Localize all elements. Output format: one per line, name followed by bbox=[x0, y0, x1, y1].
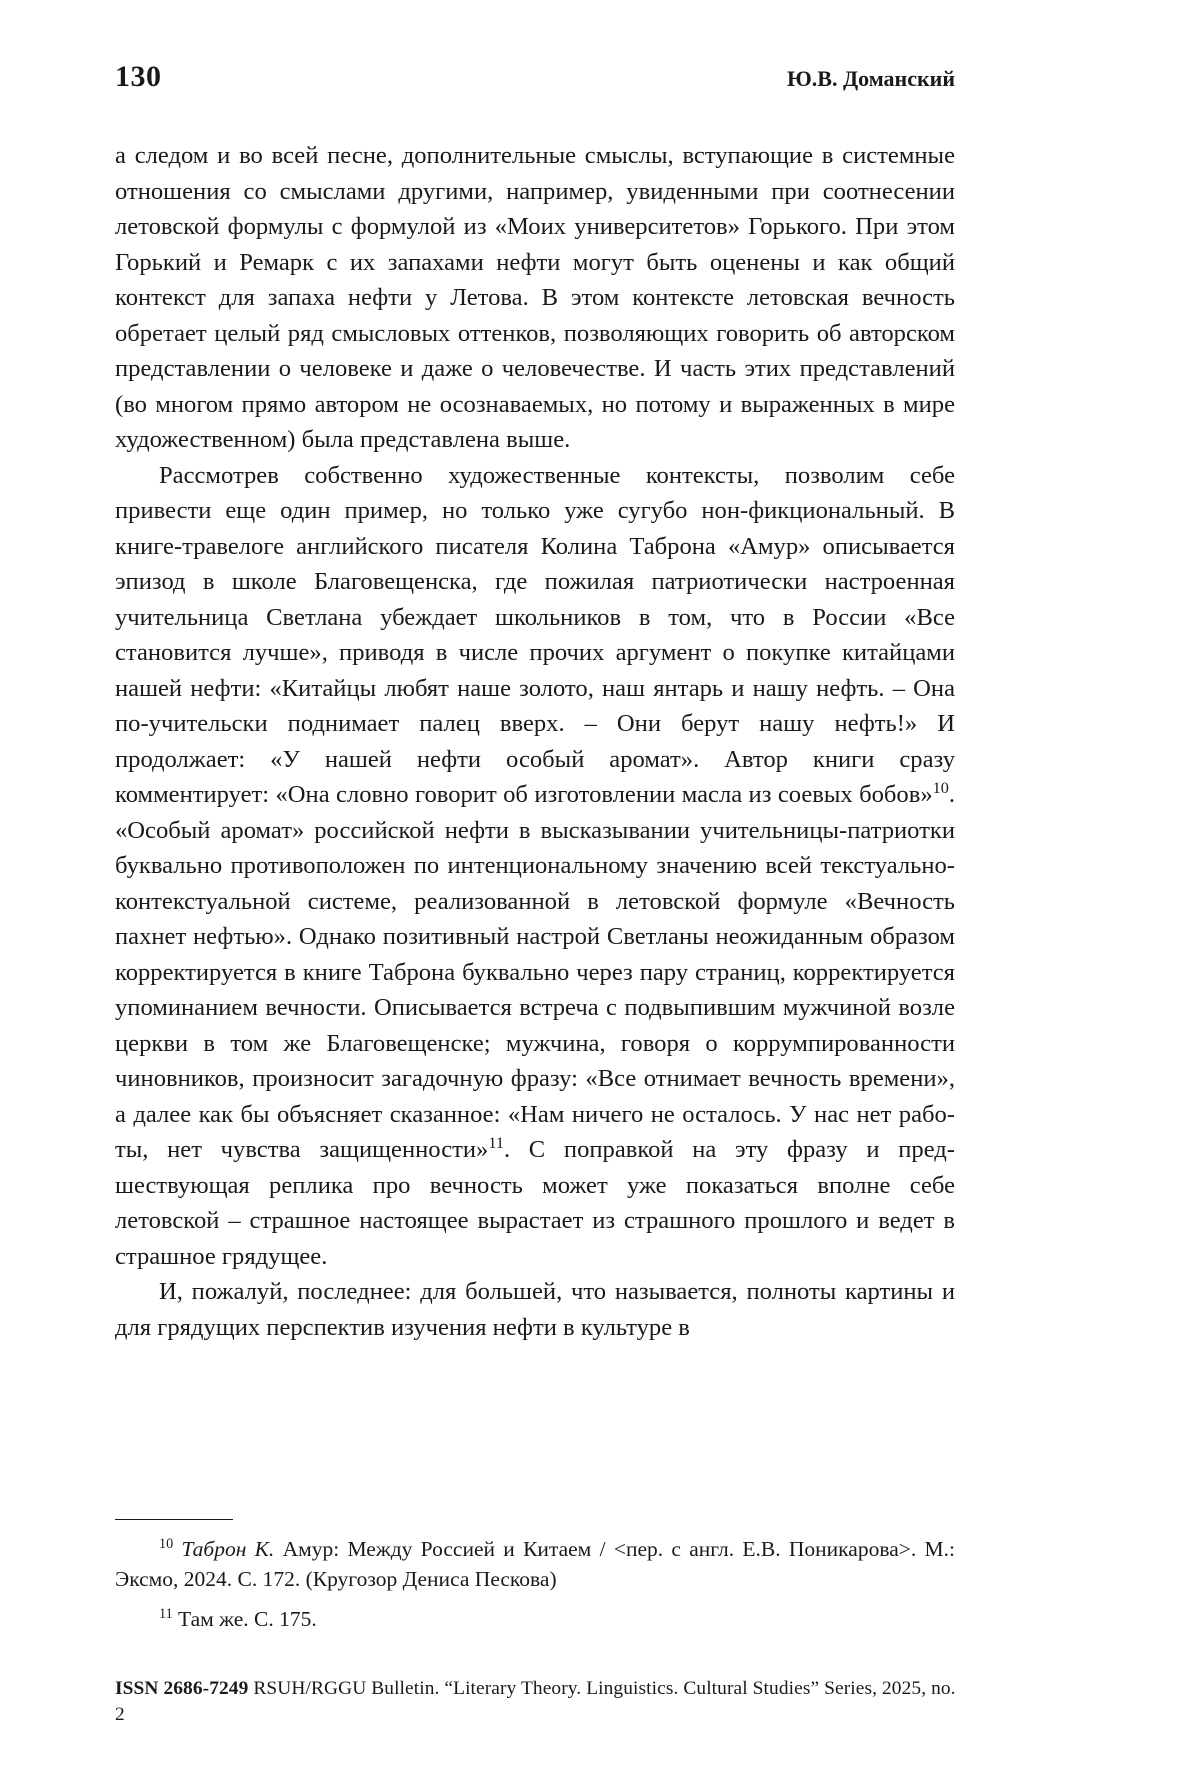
page-number: 130 bbox=[115, 60, 162, 93]
paragraph-2 bbox=[115, 458, 955, 1275]
paragraph-2-part-2: . «Особый аромат» российской нефти в высказывании учительницы-патриотки буквально противоположен по интенциональному значению всей текстуально-контекстуальной системе, реализованной в летовской формуле «Вечность пахнет нефтью». Однако позитивный настрой Светланы неожиданным образом корректируется в книге Таброна буквально через пару страниц, корректируется упоминанием вечности. Описывается встреча с подвыпившим мужчиной возле церкви в том же Благовещенске; мужчина, говоря о коррумпированности чиновников, произносит загадочную фразу: «Все отнимает вечность времени», а далее как бы объясняет сказанное: «Нам ничего не осталось. У нас нет работы, нет чувства защищенности» bbox=[115, 781, 955, 1163]
footnote-10 bbox=[115, 1534, 955, 1594]
footnote-10-text: Амур: Между Россией и Китаем / <пер. с англ. Е.В. Поникарова>. М.: Эксмо, 2024. С. 172. (Кругозор Дениса Пескова) bbox=[115, 1537, 955, 1591]
footnote-11-text: Там же. С. 175. bbox=[178, 1607, 317, 1631]
paragraph-1: а следом и во всей песне, дополнительные смыслы, вступающие в системные отношения со смыслами другими, например, увиденными при соотнесении летовской формулы с формулой из «Моих университетов» Горького. При этом Горький и Ремарк с их запахами нефти могут быть оценены и как общий контекст для запаха нефти у Летова. В этом контексте летовская вечность обретает целый ряд смысловых оттенков, позволяющих говорить об авторском представлении о человеке и даже о человечестве. И часть этих представлений (во многом прямо автором не осознаваемых, но потому и выраженных в мире художественном) была представлена выше. bbox=[115, 142, 955, 453]
issn-label: ISSN 2686-7249 bbox=[115, 1678, 249, 1699]
footnote-11-marker: 11 bbox=[159, 1605, 173, 1622]
page-content bbox=[115, 60, 955, 1345]
journal-title-line: RSUH/RGGU Bulletin. “Literary Theory. Linguistics. Cultural Studies” Series, 2025, no. 2 bbox=[115, 1678, 956, 1725]
body-text bbox=[115, 138, 955, 1345]
footnote-11 bbox=[115, 1604, 955, 1634]
page-footer bbox=[115, 1676, 960, 1728]
running-head bbox=[115, 60, 955, 94]
footnote-ref-11[interactable]: 11 bbox=[488, 1133, 504, 1152]
footnote-10-marker: 10 bbox=[159, 1535, 174, 1552]
footnote-10-source-author: Таброн К. bbox=[181, 1537, 275, 1561]
footnote-separator-rule bbox=[115, 1519, 233, 1520]
footnotes-block bbox=[115, 1519, 955, 1644]
paragraph-2-part-1: Рассмотрев собственно художественные контексты, позволим себе привести еще один пример, но только уже сугубо нон-фикциональный. В книге-травелоге английского писателя Колина Таброна «Амур» описывается эпизод в школе Благовещенска, где пожилая патриотически настроенная учительница Светлана убеждает школьников в том, что в России «Все становится лучше», приводя в числе прочих аргумент о покупке китайцами нашей нефти: «Китайцы любят наше золото, наш янтарь и нашу нефть. – Она по-учительски поднимает палец вверх. – Они берут нашу нефть!» И продолжает: «У нашей нефти особый аромат». Автор книги сразу комментирует: «Она словно говорит об изготовлении масла из соевых бобов» bbox=[115, 461, 955, 808]
footnote-ref-10[interactable]: 10 bbox=[932, 778, 949, 797]
paragraph-3: И, пожалуй, последнее: для большей, что называется, полноты картины и для грядущих перспектив изучения нефти в культуре в bbox=[115, 1278, 955, 1341]
running-head-author: Ю.В. Доманский bbox=[787, 66, 955, 91]
paragraph-2-part-3: . С поправкой на эту фразу и предшествующая реплика про вечность может уже показаться вполне себе летовской – страшное настоящее вырастает из страшного прошлого и ведет в страшное грядущее. bbox=[115, 1136, 955, 1270]
